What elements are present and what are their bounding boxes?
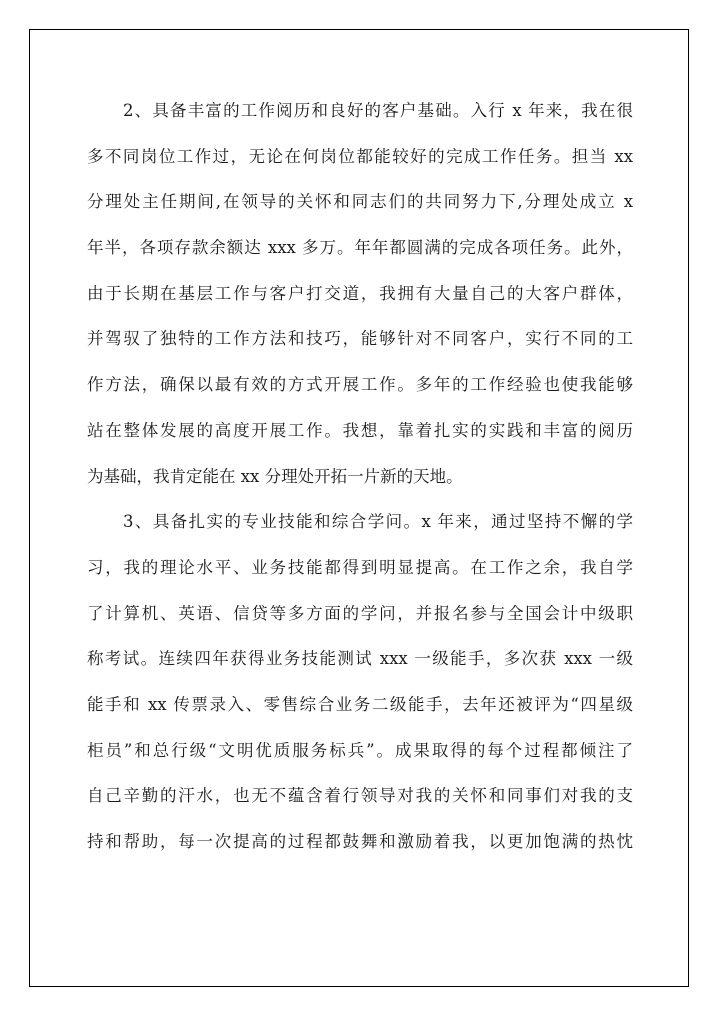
text-line: 站在整体发展的高度开展工作。我想，靠着扎实的实践和丰富的阅历	[87, 420, 633, 440]
text-line: 习，我的理论水平、业务技能都得到明显提高。在工作之余，我自学	[87, 557, 633, 577]
text-line: 自己辛勤的汗水，也无不蕴含着行领导对我的关怀和同事们对我的支	[87, 786, 633, 806]
text-line: 多不同岗位工作过，无论在何岗位都能较好的完成工作任务。担当 xx	[87, 146, 633, 166]
text-line: 持和帮助，每一次提高的过程都鼓舞和激励着我，以更加饱满的热忱	[87, 832, 633, 851]
text-line: 能手和 xx 传票录入、零售综合业务二级能手，去年还被评为“四星级	[87, 694, 633, 714]
text-line: 2、具备丰富的工作阅历和良好的客户基础。入行 x 年来，我在很	[123, 101, 633, 120]
text-line: 柜员”和总行级“文明优质服务标兵”。成果取得的每个过程都倾注了	[87, 740, 633, 760]
text-line: 分理处主任期间,在领导的关怀和同志们的共同努力下,分理处成立 x	[87, 192, 633, 212]
paragraph-skills	[87, 504, 633, 870]
text-line: 为基础，我肯定能在 xx 分理处开拓一片新的天地。	[87, 466, 463, 486]
text-line: 并驾驭了独特的工作方法和技巧，能够针对不同客户，实行不同的工	[87, 329, 633, 349]
document-body	[87, 93, 633, 870]
text-line: 3、具备扎实的专业技能和综合学问。x 年来，通过坚持不懈的学	[123, 512, 633, 532]
text-line: 称考试。连续四年获得业务技能测试 xxx 一级能手，多次获 xxx 一级	[87, 649, 633, 669]
paragraph-experience	[87, 93, 633, 504]
text-line: 了计算机、英语、信贷等多方面的学问，并报名参与全国会计中级职	[87, 603, 633, 623]
text-line: 作方法，确保以最有效的方式开展工作。多年的工作经验也使我能够	[87, 375, 633, 395]
text-line: 年半，各项存款余额达 xxx 多万。年年都圆满的完成各项任务。此外，	[87, 238, 633, 258]
text-line: 由于长期在基层工作与客户打交道，我拥有大量自己的大客户群体，	[87, 283, 633, 303]
